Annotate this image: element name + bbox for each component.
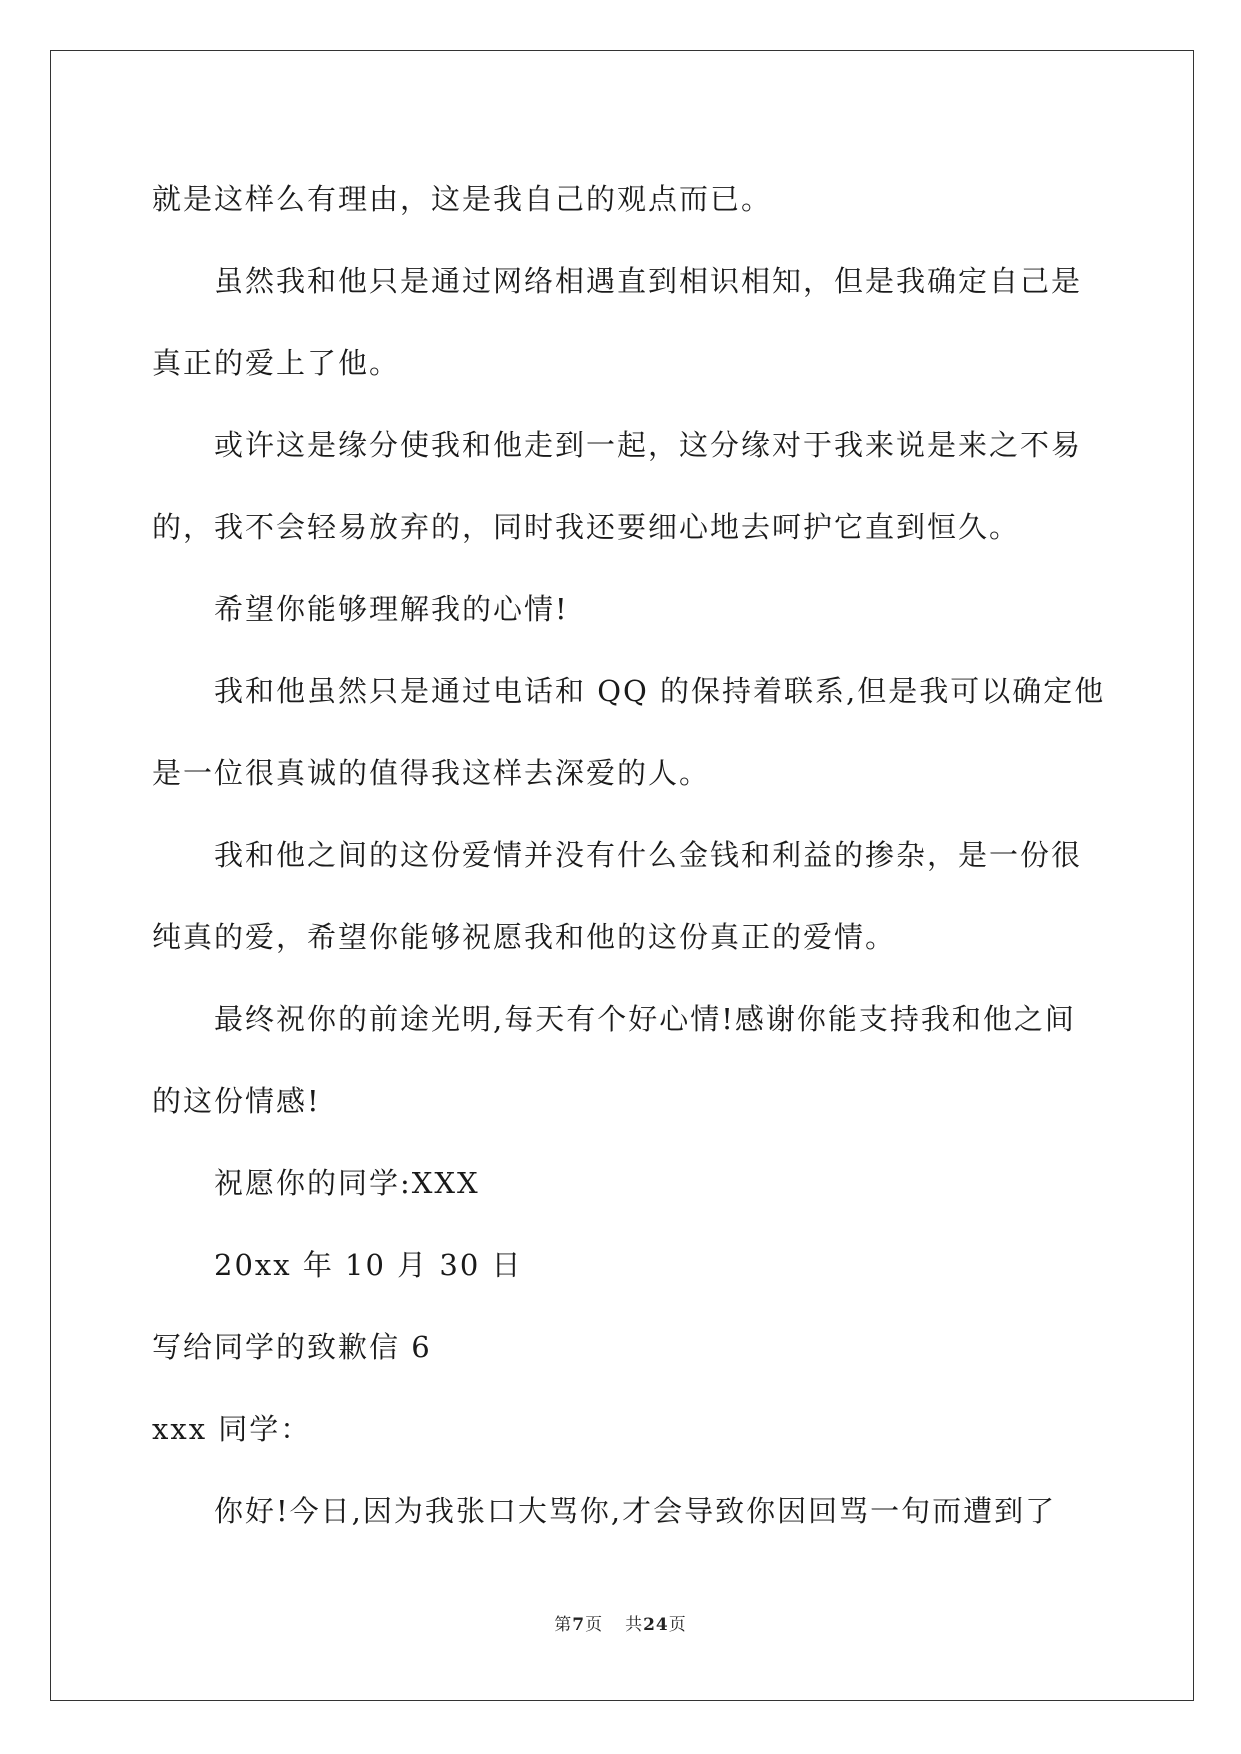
paragraph-line: 纯真的爱，希望你能够祝愿我和他的这份真正的爱情。 [152,920,897,954]
paragraph-line: 的，我不会轻易放弃的，同时我还要细心地去呵护它直到恒久。 [152,510,1021,544]
paragraph-line: 虽然我和他只是通过网络相遇直到相识相知，但是我确定自己是 [214,264,1083,298]
paragraph-line: 希望你能够理解我的心情! [214,592,569,626]
salutation: xxx 同学： [152,1412,312,1446]
total-suffix: 页 [668,1615,687,1635]
total-prefix: 共 [625,1615,644,1635]
paragraph-line: 的这份情感! [152,1084,321,1118]
paragraph-line: 你好!今日,因为我张口大骂你,才会导致你因回骂一句而遭到了 [214,1494,1057,1528]
document-body [152,158,1106,1552]
paragraph-line: 是一位很真诚的值得我这样去深爱的人。 [152,756,711,790]
paragraph-line: 真正的爱上了他。 [152,346,401,380]
date-line: 20xx 年 10 月 30 日 [214,1248,523,1282]
paragraph-line: 最终祝你的前途光明,每天有个好心情!感谢你能支持我和他之间 [214,1002,1076,1036]
signature-line: 祝愿你的同学:XXX [214,1166,480,1200]
page-number: 7 [572,1615,586,1635]
paragraph-line: 我和他虽然只是通过电话和 QQ 的保持着联系,但是我可以确定他 [214,674,1106,708]
paragraph-line: 我和他之间的这份爱情并没有什么金钱和利益的掺杂，是一份很 [214,838,1083,872]
paragraph-line: 就是这样么有理由，这是我自己的观点而已。 [152,182,773,216]
page-prefix: 第 [554,1615,573,1635]
page-suffix: 页 [585,1615,604,1635]
total-pages: 24 [643,1615,669,1635]
paragraph-line: 或许这是缘分使我和他走到一起，这分缘对于我来说是来之不易 [214,428,1083,462]
section-title: 写给同学的致歉信 6 [152,1330,432,1364]
page-footer [0,1610,1241,1635]
